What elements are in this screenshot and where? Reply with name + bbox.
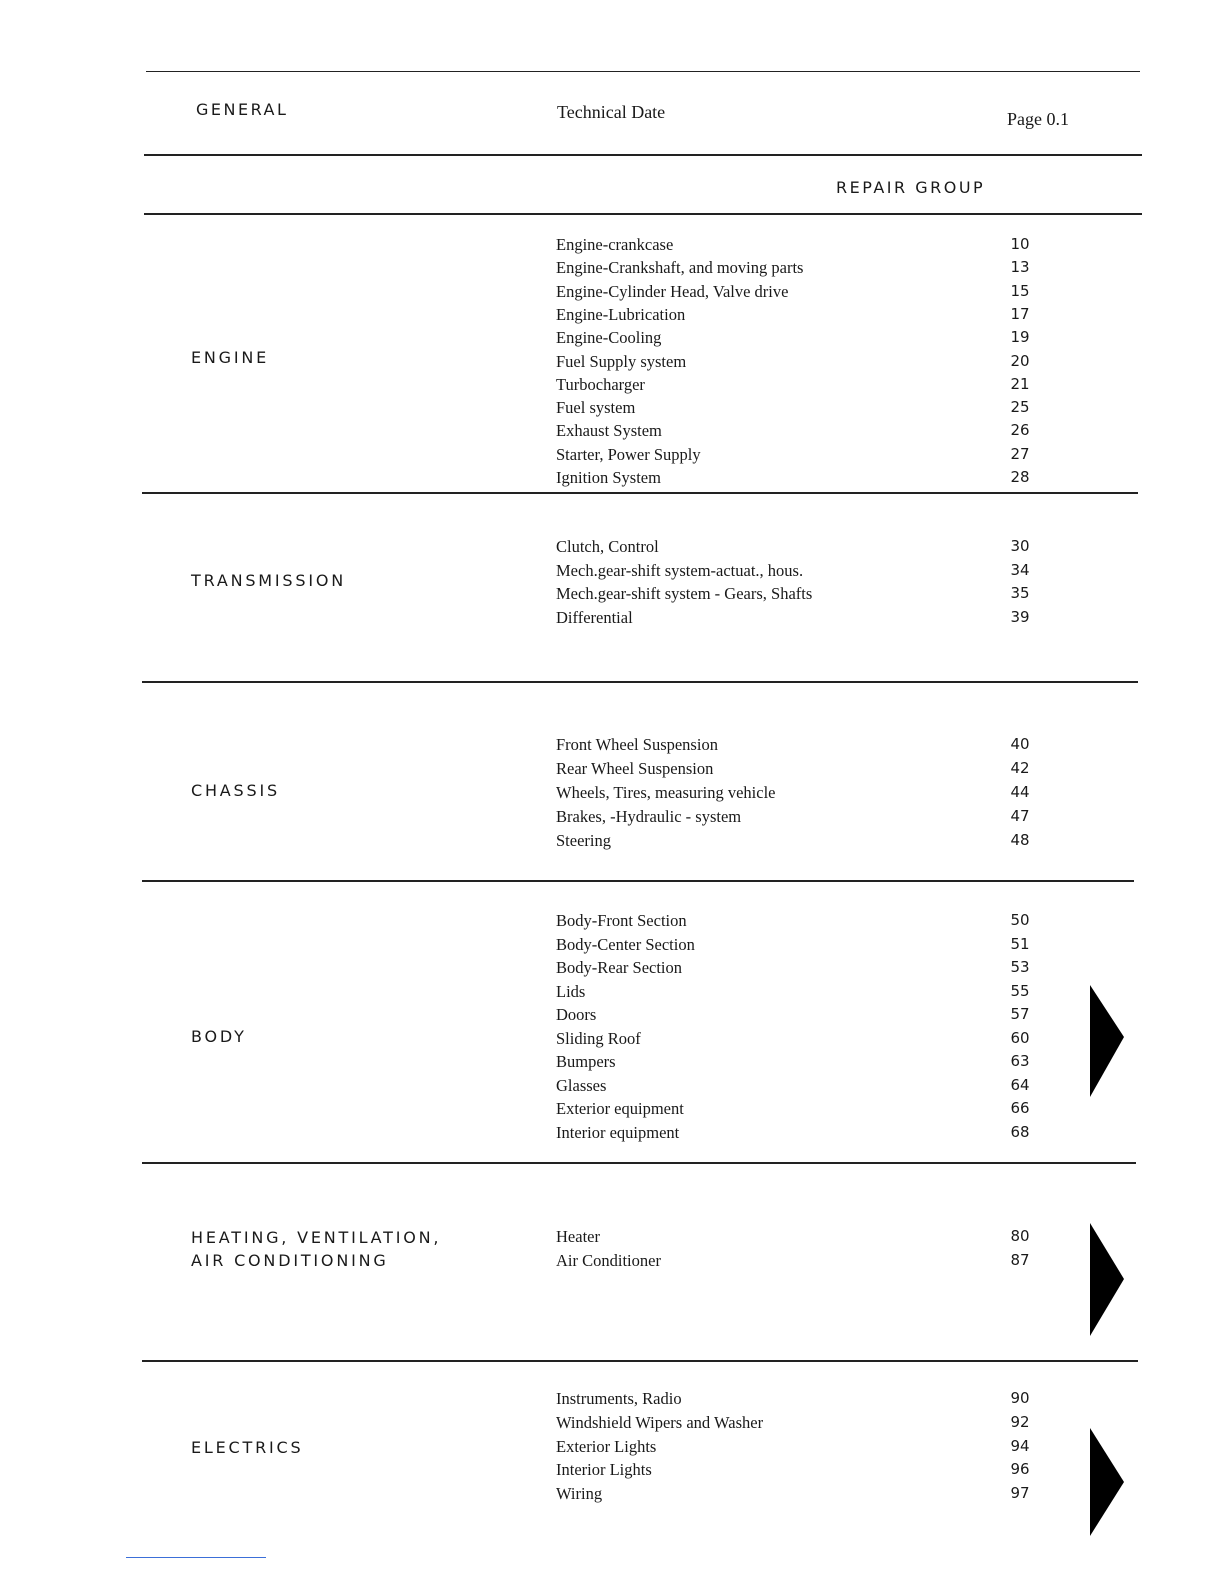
repair-group-name: Engine-crankcase [556,235,674,254]
repair-group-number: 26 [1010,421,1030,440]
repair-group-number: 19 [1010,328,1030,347]
repair-group-number: 80 [1010,1227,1030,1245]
repair-group-name: Exterior Lights [556,1436,657,1456]
repair-group-name: Rear Wheel Suspension [556,759,714,778]
list-item [556,805,1076,828]
list-item [556,303,1076,326]
list-item [556,1387,1076,1410]
repair-group-number: 94 [1010,1436,1030,1455]
repair-group-number: 87 [1010,1250,1030,1269]
section-label-electrics: ELECTRICS [191,1438,304,1457]
column-heading-rule [144,213,1142,215]
repair-group-name: Mech.gear-shift system-actuat., hous. [556,560,804,580]
repair-group-number: 55 [1010,981,1030,1000]
list-item [556,350,1076,373]
repair-group-number: 10 [1010,235,1030,253]
footer-link-underline [126,1557,266,1558]
list-item [556,280,1076,303]
repair-group-name: Sliding Roof [556,1028,641,1048]
list-item [556,1003,1076,1026]
list-item [556,396,1076,419]
section-label-transmission: TRANSMISSION [191,571,347,590]
list-item [556,559,1076,582]
list-item [556,582,1076,605]
repair-group-number: 44 [1010,783,1030,801]
repair-group-name: Glasses [556,1075,607,1095]
hvac-section-arrow-icon [1088,1223,1124,1336]
list-item [556,757,1076,780]
section-label-hvac-line1: HEATING, VENTILATION, [191,1228,442,1247]
transmission-rule [142,681,1138,683]
list-item [556,909,1076,932]
repair-group-number: 92 [1010,1412,1030,1431]
list-item [556,1411,1076,1434]
repair-group-name: Steering [556,831,611,850]
list-item [556,1027,1076,1050]
repair-group-number: 63 [1010,1052,1030,1070]
repair-group-number: 42 [1010,759,1030,777]
list-item [556,1458,1076,1481]
list-item [556,326,1076,349]
repair-group-number: 64 [1010,1075,1030,1094]
repair-group-number: 25 [1010,398,1030,417]
repair-group-number: 51 [1010,934,1030,953]
repair-group-name: Exhaust System [556,421,662,441]
list-item [556,443,1076,466]
list-item [556,535,1076,558]
list-item [556,233,1076,256]
repair-group-name: Bumpers [556,1052,616,1071]
repair-group-number: 34 [1010,560,1030,579]
repair-group-number: 50 [1010,911,1030,929]
header-title: Technical Date [557,102,666,122]
repair-group-number: 68 [1010,1122,1030,1141]
repair-group-name: Engine-Crankshaft, and moving parts [556,258,804,278]
list-item [556,373,1076,396]
repair-group-name: Instruments, Radio [556,1389,682,1408]
repair-group-number: 57 [1010,1005,1030,1023]
list-item [556,1097,1076,1120]
list-item [556,606,1076,629]
repair-group-number: 48 [1010,831,1030,849]
repair-group-name: Heater [556,1227,600,1246]
repair-group-name: Interior Lights [556,1460,652,1480]
top-rule [146,71,1140,72]
section-label-hvac-line2: AIR CONDITIONING [191,1251,389,1270]
repair-group-name: Windshield Wipers and Washer [556,1412,764,1432]
section-label-engine: ENGINE [191,348,270,367]
repair-group-name: Ignition System [556,468,661,487]
repair-group-name: Air Conditioner [556,1250,661,1270]
repair-group-heading: REPAIR GROUP [836,178,986,197]
repair-group-number: 30 [1010,537,1030,555]
repair-group-number: 97 [1010,1484,1030,1503]
repair-group-number: 90 [1010,1389,1030,1407]
repair-group-number: 35 [1010,584,1030,603]
list-item [556,1074,1076,1097]
repair-group-name: Brakes, -Hydraulic - system [556,807,742,826]
repair-group-name: Body-Center Section [556,934,695,954]
engine-rule [142,492,1138,494]
repair-group-name: Engine-Cylinder Head, Valve drive [556,281,789,301]
repair-group-name: Interior equipment [556,1122,680,1142]
repair-group-name: Body-Front Section [556,911,687,930]
repair-group-name: Exterior equipment [556,1099,684,1118]
repair-group-number: 47 [1010,807,1030,825]
repair-group-number: 28 [1010,468,1030,486]
repair-group-name: Fuel system [556,398,636,418]
repair-group-name: Mech.gear-shift system - Gears, Shafts [556,584,813,604]
list-item [556,1225,1076,1248]
header-general: GENERAL [196,100,289,119]
repair-group-name: Turbocharger [556,374,645,394]
repair-group-name: Wheels, Tires, measuring vehicle [556,783,776,802]
repair-group-number: 60 [1010,1028,1030,1047]
list-item [556,1435,1076,1458]
list-item [556,1050,1076,1073]
repair-group-name: Starter, Power Supply [556,444,701,464]
repair-group-number: 15 [1010,281,1030,300]
chassis-rule [142,880,1134,882]
repair-group-number: 40 [1010,735,1030,753]
list-item [556,256,1076,279]
list-item [556,419,1076,442]
repair-group-number: 39 [1010,608,1030,627]
list-item [556,466,1076,489]
repair-group-number: 21 [1010,374,1030,393]
list-item [556,733,1076,756]
repair-group-name: Body-Rear Section [556,958,683,977]
repair-group-name: Engine-Cooling [556,328,662,348]
list-item [556,956,1076,979]
repair-group-name: Lids [556,981,586,1001]
repair-group-number: 53 [1010,958,1030,976]
repair-group-number: 17 [1010,304,1030,323]
repair-group-name: Clutch, Control [556,537,659,556]
header-rule [144,154,1142,156]
repair-group-name: Front Wheel Suspension [556,735,718,754]
list-item [556,1482,1076,1505]
body-section-arrow-icon [1088,985,1124,1097]
repair-group-name: Doors [556,1005,597,1024]
repair-group-number: 13 [1010,258,1030,277]
repair-group-number: 66 [1010,1099,1030,1117]
repair-group-number: 96 [1010,1460,1030,1479]
hvac-rule [142,1360,1138,1362]
repair-group-name: Fuel Supply system [556,351,687,371]
electrics-section-arrow-icon [1088,1428,1124,1536]
page-number: Page 0.1 [1007,109,1069,129]
repair-group-name: Wiring [556,1484,603,1504]
list-item [556,1121,1076,1144]
repair-group-name: Differential [556,608,633,628]
list-item [556,829,1076,852]
repair-group-number: 20 [1010,351,1030,370]
section-label-chassis: CHASSIS [191,781,280,800]
list-item [556,933,1076,956]
list-item [556,781,1076,804]
section-label-body: BODY [191,1027,247,1046]
repair-group-number: 27 [1010,444,1030,463]
repair-group-name: Engine-Lubrication [556,304,686,324]
body-rule [142,1162,1136,1164]
list-item [556,1249,1076,1272]
list-item [556,980,1076,1003]
